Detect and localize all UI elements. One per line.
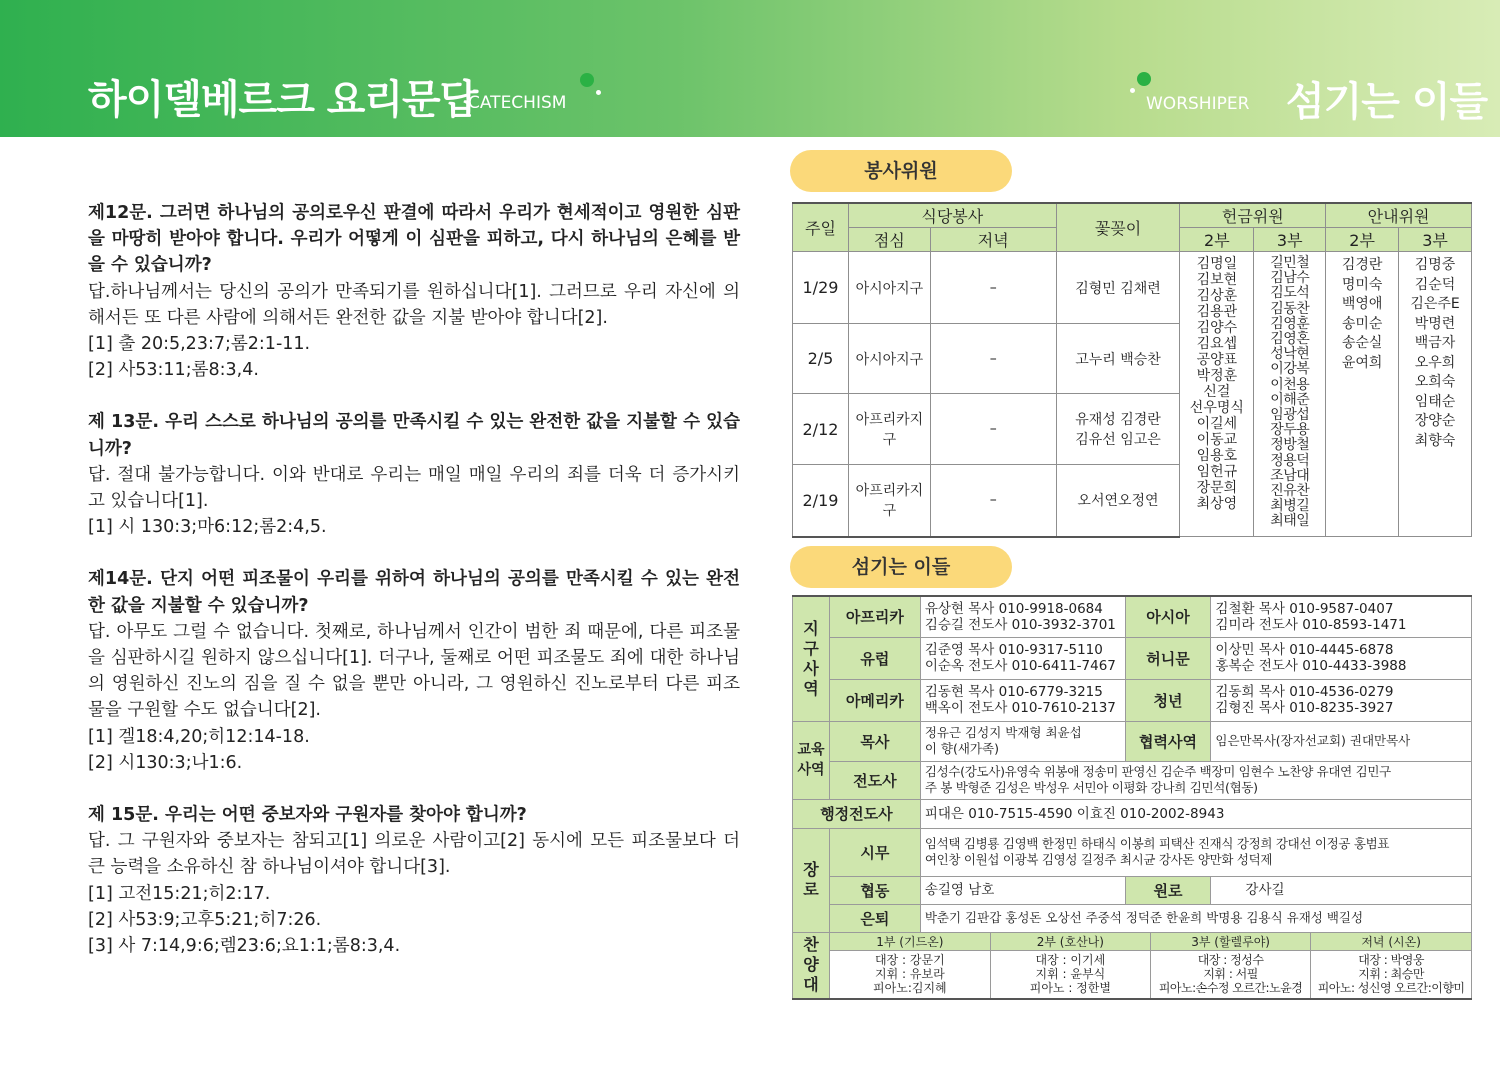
evangelist-label: 전도사	[829, 761, 920, 799]
district-people: 김동현 목사 010-6779-3215 백옥이 전도사 010-7610-2137	[920, 679, 1125, 721]
district-people: 김철환 목사 010-9587-0407 김미라 전도사 010-8593-1471	[1211, 596, 1472, 637]
row-date: 2/12	[793, 394, 849, 465]
decor-dot-small	[596, 90, 601, 95]
choir-name: 1부 (기드온)	[830, 933, 990, 951]
header-flowers: 꽃꽂이	[1056, 203, 1180, 252]
header-lunch: 점심	[848, 228, 930, 252]
row-flowers: 오서연오정연	[1056, 465, 1180, 537]
district-label	[793, 596, 830, 721]
district-name: 청년	[1125, 679, 1211, 721]
guide-3-list: 김명중 김순덕 김은주E 박명련 백금자 오우희 오희숙 임태순 장양순 최향숙	[1399, 252, 1472, 537]
row-lunch: 아시아지구	[848, 324, 930, 394]
question-text: 제12문. 그러면 하나님의 공의로우신 판결에 따라서 우리가 현세적이고 영원한 심판을 마땅히 받아야 합니다. 우리가 어떻게 이 심판을 피하고, 다시 하나님의 은혜를 받을 수 있습니까?	[88, 203, 740, 276]
header-guide-3: 3부	[1399, 228, 1472, 252]
worshiper-title: 섬기는 이들	[1286, 79, 1488, 125]
workers-section-label: 섬기는 이들	[790, 546, 1012, 588]
choir-info: 대장 : 강문기 지휘 : 유보라 피아노:김지혜	[830, 950, 990, 998]
district-people: 김준영 목사 010-9317-5110 이순옥 전도사 010-6411-7467	[920, 637, 1125, 679]
district-people: 이상민 목사 010-4445-6878 홍복순 전도사 010-4433-3988	[1211, 637, 1472, 679]
page-header	[0, 0, 1500, 137]
reference: [1] 출 20:5,23:7;롬2:1-11.	[88, 334, 311, 355]
answer-text: 답.하나님께서는 당신의 공의가 만족되기를 원하십니다[1]. 그러므로 우리 자신에 의해서든 또 다른 사람에 의해서든 완전한 값을 지불 받아야 합니다[2].	[88, 281, 740, 328]
row-date: 1/29	[793, 252, 849, 324]
coop-elders: 송길영 남호	[920, 876, 1125, 904]
admin-label: 행정전도사	[793, 799, 921, 828]
reference: [2] 사53:9;고후5:21;히7:26.	[88, 909, 322, 930]
question-12	[88, 200, 740, 383]
workers-table	[792, 595, 1472, 1000]
education-label	[793, 721, 830, 799]
choir-info: 대장 : 박영웅 지휘 : 최승만 피아노: 성신영 오르간:이향미	[1311, 950, 1471, 998]
choir-info: 대장 : 정성수 지휘 : 서필 피아노:손수정 오르간:노윤경	[1150, 950, 1310, 998]
retired-elders: 박춘기 김판갑 홍성돈 오상선 주중석 정덕준 한윤희 박명용 김용식 유재성 백길성	[920, 904, 1471, 932]
education-label-text: 교육사역	[797, 742, 825, 778]
district-label-text: 지구사역	[803, 618, 819, 698]
catechism-subtitle: CATECHISM	[468, 93, 567, 113]
district-people: 김동희 목사 010-4536-0279 김형진 목사 010-8235-3927	[1211, 679, 1472, 721]
row-lunch: 아프리카지구	[848, 465, 930, 537]
reference: [1] 시 130:3;마6:12;롬2:4,5.	[88, 517, 327, 538]
decor-dot	[580, 73, 594, 87]
district-name: 허니문	[1125, 637, 1211, 679]
emeritus-elders: 강사길	[1211, 876, 1472, 904]
question-14	[88, 566, 740, 776]
header-offering-3: 3부	[1254, 228, 1326, 252]
header-week: 주일	[793, 203, 849, 252]
retired-elder-label: 은퇴	[829, 904, 920, 932]
district-name: 아시아	[1125, 596, 1211, 637]
catechism-title: 하이델베르크 요리문답	[88, 77, 478, 123]
coop-ministry-label: 협력사역	[1125, 721, 1211, 761]
row-flowers: 유재성 김경란 김유선 임고은	[1056, 394, 1180, 465]
guide-2-list: 김경란 명미숙 백영애 송미순 송순실 윤여희	[1326, 252, 1399, 537]
header-guide: 안내위원	[1326, 203, 1472, 228]
row-dinner: –	[930, 394, 1056, 465]
header-offering-2: 2부	[1180, 228, 1254, 252]
choir-name: 3부 (할렐루야)	[1150, 933, 1310, 951]
header-offering: 헌금위원	[1180, 203, 1326, 228]
volunteers-section-label: 봉사위원	[790, 150, 1012, 192]
catechism-body	[88, 200, 740, 985]
reference: [1] 고전15:21;히2:17.	[88, 883, 271, 904]
reference: [3] 사 7:14,9:6;렘23:6;요1:1;롬8:3,4.	[88, 936, 401, 957]
question-15	[88, 802, 740, 959]
district-name: 유럽	[829, 637, 920, 679]
choir-label	[793, 932, 830, 999]
choir-table	[830, 933, 1471, 999]
pastor-label: 목사	[829, 721, 920, 761]
worshiper-subtitle: WORSHIPER	[1146, 94, 1250, 114]
row-lunch: 아프리카지구	[848, 394, 930, 465]
row-dinner: –	[930, 252, 1056, 324]
choir-name: 2부 (호산나)	[990, 933, 1150, 951]
question-13	[88, 409, 740, 540]
header-cafeteria: 식당봉사	[848, 203, 1056, 228]
evangelists: 김성수(강도사)유영숙 위봉애 정송미 판영신 김순주 백장미 임현수 노찬양 유대연 김민구 주 봉 박형준 김성은 박성우 서민아 이평화 강나희 김민석(협동)	[920, 761, 1471, 799]
row-date: 2/19	[793, 465, 849, 537]
question-text: 제14문. 단지 어떤 피조물이 우리를 위하여 하나님의 공의를 만족시킬 수 있는 완전한 값을 지불할 수 있습니까?	[88, 569, 740, 616]
decor-dot	[1137, 72, 1151, 86]
choir-container	[829, 932, 1471, 999]
answer-text: 답. 그 구원자와 중보자는 참되고[1] 의로운 사람이고[2] 동시에 모든 피조물보다 더 큰 능력을 소유하신 참 하나님이셔야 합니다[3].	[88, 831, 740, 878]
question-text: 제 13문. 우리 스스로 하나님의 공의를 만족시킬 수 있는 완전한 값을 지불할 수 있습니까?	[88, 412, 740, 459]
admin: 피대은 010-7515-4590 이효진 010-2002-8943	[920, 799, 1471, 828]
elder-label	[793, 828, 830, 932]
choir-info: 대장 : 이기세 지휘 : 윤부식 피아노 : 정한별	[990, 950, 1150, 998]
active-elders: 임석택 김병룡 김영백 한정민 하태식 이봉희 피택산 진재식 강정희 강대선 이정공 홍범표 여인창 이원섭 이광복 김영성 길정주 최시균 강사돈 양만화 성덕제	[920, 828, 1471, 876]
header-dinner: 저녁	[930, 228, 1056, 252]
row-dinner: –	[930, 465, 1056, 537]
choir-label-text: 찬양대	[803, 935, 819, 995]
reference: [2] 사53:11;롬8:3,4.	[88, 360, 259, 381]
coop-elder-label: 협동	[829, 876, 920, 904]
pastors: 정유근 김성지 박재형 최윤섭 이 향(새가족)	[920, 721, 1125, 761]
district-name: 아프리카	[829, 596, 920, 637]
choir-name: 저녁 (시온)	[1311, 933, 1471, 951]
offering-3-list: 길민철 김남수 김도석 김동찬 김영훈 김영혼 성낙현 이강복 이천용 이해준 임광섭 장두용 정방철 정용덕 조남대 진유찬 최병길 최태일	[1254, 252, 1326, 537]
row-flowers: 김형민 김채련	[1056, 252, 1180, 324]
answer-text: 답. 아무도 그럴 수 없습니다. 첫째로, 하나님께서 인간이 범한 죄 때문에, 다른 피조물을 심판하시길 원하지 않으십니다[1]. 더구나, 둘째로 어떤 피조물도 죄에 대한 하나님의 영원하신 진노의 짐을 질 수 없을 뿐만 아니라, 그 영원하신 진노로부터 다른 피조물을 구원할 수도 없습니다[2].	[88, 621, 740, 721]
volunteers-table	[792, 202, 1472, 538]
active-elder-label: 시무	[829, 828, 920, 876]
coop-ministry: 임은만목사(장자선교회) 권대만목사	[1211, 721, 1472, 761]
district-people: 유상현 목사 010-9918-0684 김승길 전도사 010-3932-3701	[920, 596, 1125, 637]
row-flowers: 고누리 백승찬	[1056, 324, 1180, 394]
elder-label-text: 장로	[803, 860, 819, 899]
header-guide-2: 2부	[1326, 228, 1399, 252]
emeritus-label: 원로	[1125, 876, 1211, 904]
offering-2-list: 김명일 김보현 김상훈 김용관 김양수 김요셉 공양표 박정훈 신걸 선우명식 이길세 이동교 임용호 임헌규 장문희 최상영	[1180, 252, 1254, 537]
decor-dot-small	[1130, 88, 1135, 93]
question-text: 제 15문. 우리는 어떤 중보자와 구원자를 찾아야 합니까?	[88, 805, 527, 826]
row-dinner: –	[930, 324, 1056, 394]
answer-text: 답. 절대 불가능합니다. 이와 반대로 우리는 매일 매일 우리의 죄를 더욱 더 증가시키고 있습니다[1].	[88, 464, 740, 512]
row-date: 2/5	[793, 324, 849, 394]
reference: [1] 겔18:4,20;히12:14-18.	[88, 726, 310, 747]
reference: [2] 시130:3;나1:6.	[88, 752, 243, 773]
row-lunch: 아시아지구	[848, 252, 930, 324]
district-name: 아메리카	[829, 679, 920, 721]
